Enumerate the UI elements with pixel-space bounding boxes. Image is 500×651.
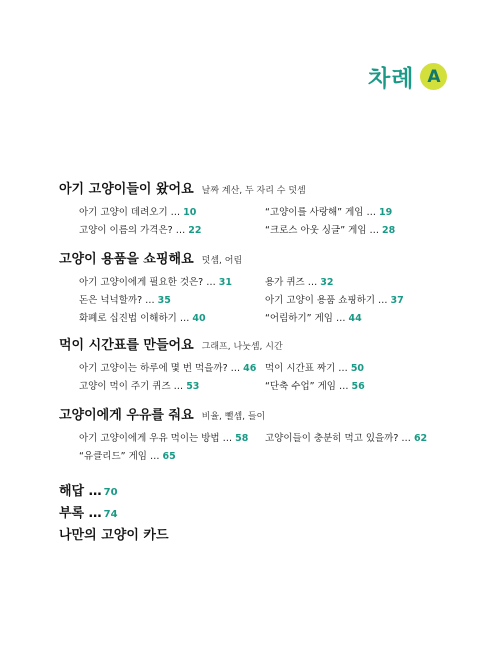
toc-entry[interactable]: “고양이를 사랑해” 게임 … 19	[265, 207, 393, 218]
page-number: 32	[320, 277, 334, 288]
page-number: 56	[351, 381, 365, 392]
page-number: 58	[235, 433, 249, 444]
toc-tail-cat-card[interactable]: 나만의 고양이 카드	[59, 528, 169, 543]
chapter-title: 아기 고양이들이 왔어요	[59, 182, 194, 197]
toc-tail-appendix[interactable]: 부록 … 74	[59, 506, 118, 521]
chapter-title: 고양이에게 우유를 줘요	[59, 408, 194, 423]
page-number: 50	[350, 363, 365, 374]
page-number: 31	[218, 277, 232, 288]
page-number: 46	[243, 363, 257, 374]
chapter-2	[59, 248, 459, 332]
toc-entry[interactable]: 아기 고양이 데려오기 … 10	[79, 207, 197, 218]
chapter-subtitle: 그래프, 나눗셈, 시간	[201, 342, 283, 352]
toc-entry[interactable]: 아기 고양이 용품 쇼핑하기 … 37	[265, 295, 404, 306]
chapter-subtitle: 덧셈, 어림	[201, 256, 243, 266]
page-number: 62	[413, 433, 428, 444]
part-badge: A	[420, 63, 447, 90]
toc-entry[interactable]: “단축 수업” 게임 … 56	[265, 381, 365, 392]
toc-entry[interactable]: 아기 고양이는 하루에 몇 번 먹을까? … 46	[79, 363, 257, 374]
chapter-subtitle: 날짜 계산, 두 자리 수 덧셈	[201, 186, 306, 196]
chapter-1	[59, 178, 459, 244]
page-number: 35	[157, 295, 171, 306]
toc-entry[interactable]: 돈은 넉넉할까? … 35	[79, 295, 171, 306]
toc-entry[interactable]: 고양이 이름의 가격은? … 22	[79, 225, 202, 236]
page-number: 22	[188, 225, 202, 236]
chapter-4	[59, 404, 459, 470]
toc-entry[interactable]: 아기 고양이에게 우유 먹이는 방법 … 58	[79, 433, 249, 444]
toc-entry[interactable]: 아기 고양이에게 필요한 것은? … 31	[79, 277, 232, 288]
toc-entry[interactable]: “어림하기” 게임 … 44	[265, 313, 362, 324]
toc-entry[interactable]: 고양이 먹이 주기 퀴즈 … 53	[79, 381, 200, 392]
toc-header	[368, 60, 447, 93]
toc-tail-answers[interactable]: 해답 … 70	[59, 484, 118, 499]
page-number: 70	[103, 487, 118, 498]
toc-entry[interactable]: 먹이 시간표 짜기 … 50	[265, 363, 365, 374]
chapter-title: 고양이 용품을 쇼핑해요	[59, 252, 194, 267]
page-number: 10	[183, 207, 197, 218]
page-number: 74	[103, 509, 118, 520]
toc-entry[interactable]: “크로스 아웃 싱글” 게임 … 28	[265, 225, 396, 236]
toc-title: 차례	[368, 66, 415, 92]
page-number: 28	[382, 225, 396, 236]
page-number: 44	[348, 313, 362, 324]
toc-entry[interactable]: “유클리드” 게임 … 65	[79, 451, 176, 462]
toc-entry[interactable]: 고양이들이 충분히 먹고 있을까? … 62	[265, 433, 428, 444]
page-number: 53	[186, 381, 200, 392]
toc-entry[interactable]: 화폐로 십진법 이해하기 … 40	[79, 313, 206, 324]
chapter-3	[59, 334, 459, 400]
page-number: 40	[192, 313, 206, 324]
page-number: 65	[162, 451, 176, 462]
chapter-subtitle: 비율, 뺄셈, 들이	[201, 412, 266, 422]
page-number: 19	[379, 207, 393, 218]
toc-entry[interactable]: 용가 퀴즈 … 32	[265, 277, 334, 288]
chapter-title: 먹이 시간표를 만들어요	[59, 338, 194, 353]
page-number: 37	[390, 295, 404, 306]
